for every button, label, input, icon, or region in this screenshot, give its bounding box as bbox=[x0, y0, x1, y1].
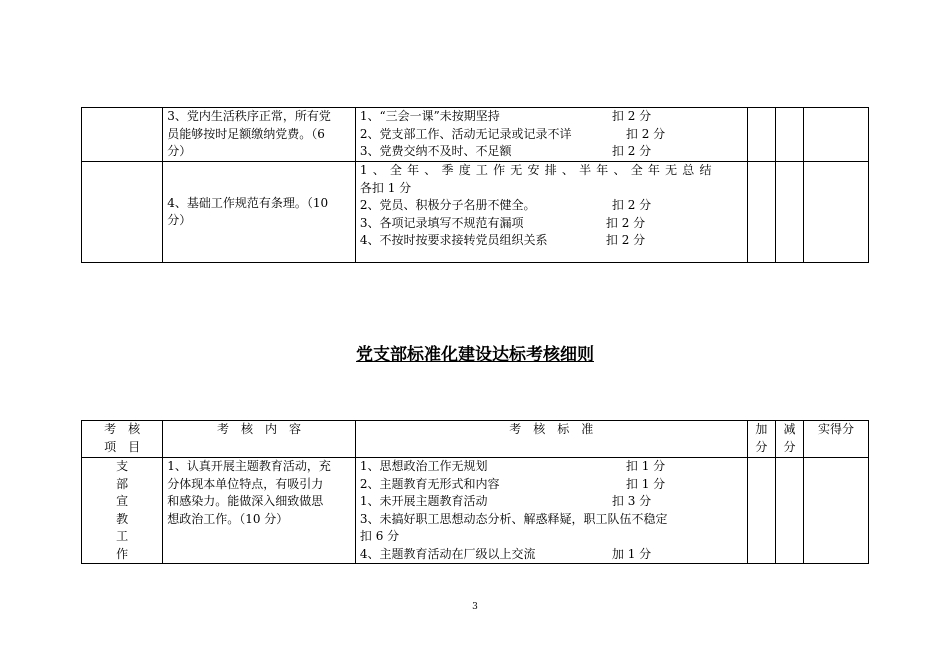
criteria-cell bbox=[355, 162, 747, 263]
criterion-line: 2、主题教育无形式和内容 扣 1 分 bbox=[360, 476, 743, 494]
criterion-line: 1、未开展主题教育活动 扣 3 分 bbox=[360, 493, 743, 511]
penalty: 扣 2 分 bbox=[611, 198, 652, 212]
header-content: 考 核 内 容 bbox=[163, 421, 356, 458]
penalty: 扣 2 分 bbox=[605, 215, 646, 230]
criterion-line: 3、党费交纳不及时、不足额 扣 2 分 bbox=[360, 143, 743, 161]
criterion-line: 2、党员、积极分子名册不健全。 扣 2 分 bbox=[360, 197, 743, 215]
content-line: 分） bbox=[167, 144, 192, 158]
content-line: 想政治工作。（10 分） bbox=[167, 511, 289, 526]
criterion-line: 扣 6 分 bbox=[359, 529, 400, 543]
continuation-table bbox=[81, 107, 869, 263]
criterion-line: 2、党支部工作、活动无记录或记录不详 扣 2 分 bbox=[360, 126, 743, 144]
item-cell: 支 部 宣 教 工 作 bbox=[82, 458, 163, 564]
content-line: 4、基础工作规范有条理。（10 bbox=[167, 195, 329, 210]
content-line: 分体现本单位特点，有吸引力 bbox=[167, 476, 324, 491]
table-row bbox=[82, 108, 869, 162]
page-number: 3 bbox=[472, 602, 478, 612]
content-line: 和感染力。能做深入细致做思 bbox=[167, 494, 324, 508]
content-cell bbox=[163, 458, 356, 564]
criterion-line: 3、各项记录填写不规范有漏项 扣 2 分 bbox=[360, 215, 743, 233]
table-header-row bbox=[82, 421, 869, 458]
penalty: 扣 2 分 bbox=[625, 126, 666, 141]
header-item: 考 核 项 目 bbox=[82, 421, 163, 458]
assessment-table bbox=[81, 420, 869, 564]
penalty: 扣 1 分 bbox=[625, 459, 666, 473]
table-row bbox=[82, 162, 869, 263]
criterion-line: 3、未搞好职工思想动态分析、解惑释疑，职工队伍不稳定 bbox=[359, 511, 668, 526]
criterion-line: 1、“三会一课”未按期坚持 扣 2 分 bbox=[360, 108, 743, 126]
deduct-score-cell bbox=[775, 108, 803, 162]
content-line: 1、认真开展主题教育活动，充 bbox=[167, 459, 331, 473]
actual-score-cell bbox=[804, 162, 869, 263]
content-line: 员能够按时足额缴纳党费。（6 bbox=[167, 126, 325, 141]
penalty: 扣 3 分 bbox=[611, 494, 652, 508]
penalty: 扣 2 分 bbox=[605, 233, 646, 247]
criterion-line: 各扣 1 分 bbox=[359, 180, 412, 195]
table-row bbox=[82, 458, 869, 564]
penalty: 扣 1 分 bbox=[625, 476, 666, 491]
criteria-cell bbox=[355, 458, 747, 564]
criterion-line: 4、主题教育活动在厂级以上交流 加 1 分 bbox=[360, 546, 743, 564]
header-criteria: 考 核 标 准 bbox=[355, 421, 747, 458]
add-score-cell bbox=[747, 162, 775, 263]
content-line: 3、党内生活秩序正常，所有党 bbox=[167, 109, 331, 123]
deduct-score-cell bbox=[775, 162, 803, 263]
bonus: 加 1 分 bbox=[611, 546, 652, 561]
criterion-line: 1、全年、季度工作无安排、半年、全年无总结 bbox=[359, 163, 717, 177]
document-title: 党支部标准化建设达标考核细则 bbox=[356, 345, 594, 365]
header-deduct: 减 分 bbox=[775, 421, 803, 458]
add-score-cell bbox=[747, 458, 775, 564]
actual-score-cell bbox=[804, 458, 869, 564]
criteria-cell bbox=[355, 108, 747, 162]
item-cell bbox=[82, 108, 163, 162]
add-score-cell bbox=[747, 108, 775, 162]
actual-score-cell bbox=[804, 108, 869, 162]
criterion-line: 1、思想政治工作无规划 扣 1 分 bbox=[360, 458, 743, 476]
deduct-score-cell bbox=[775, 458, 803, 564]
criterion-line: 4、不按时按要求接转党员组织关系 扣 2 分 bbox=[360, 232, 743, 250]
content-cell bbox=[163, 108, 356, 162]
content-cell bbox=[163, 162, 356, 263]
penalty: 扣 2 分 bbox=[611, 109, 652, 123]
header-add: 加 分 bbox=[747, 421, 775, 458]
content-line: 分） bbox=[167, 213, 192, 227]
header-actual: 实得分 bbox=[804, 421, 869, 458]
item-cell bbox=[82, 162, 163, 263]
penalty: 扣 2 分 bbox=[611, 144, 652, 158]
